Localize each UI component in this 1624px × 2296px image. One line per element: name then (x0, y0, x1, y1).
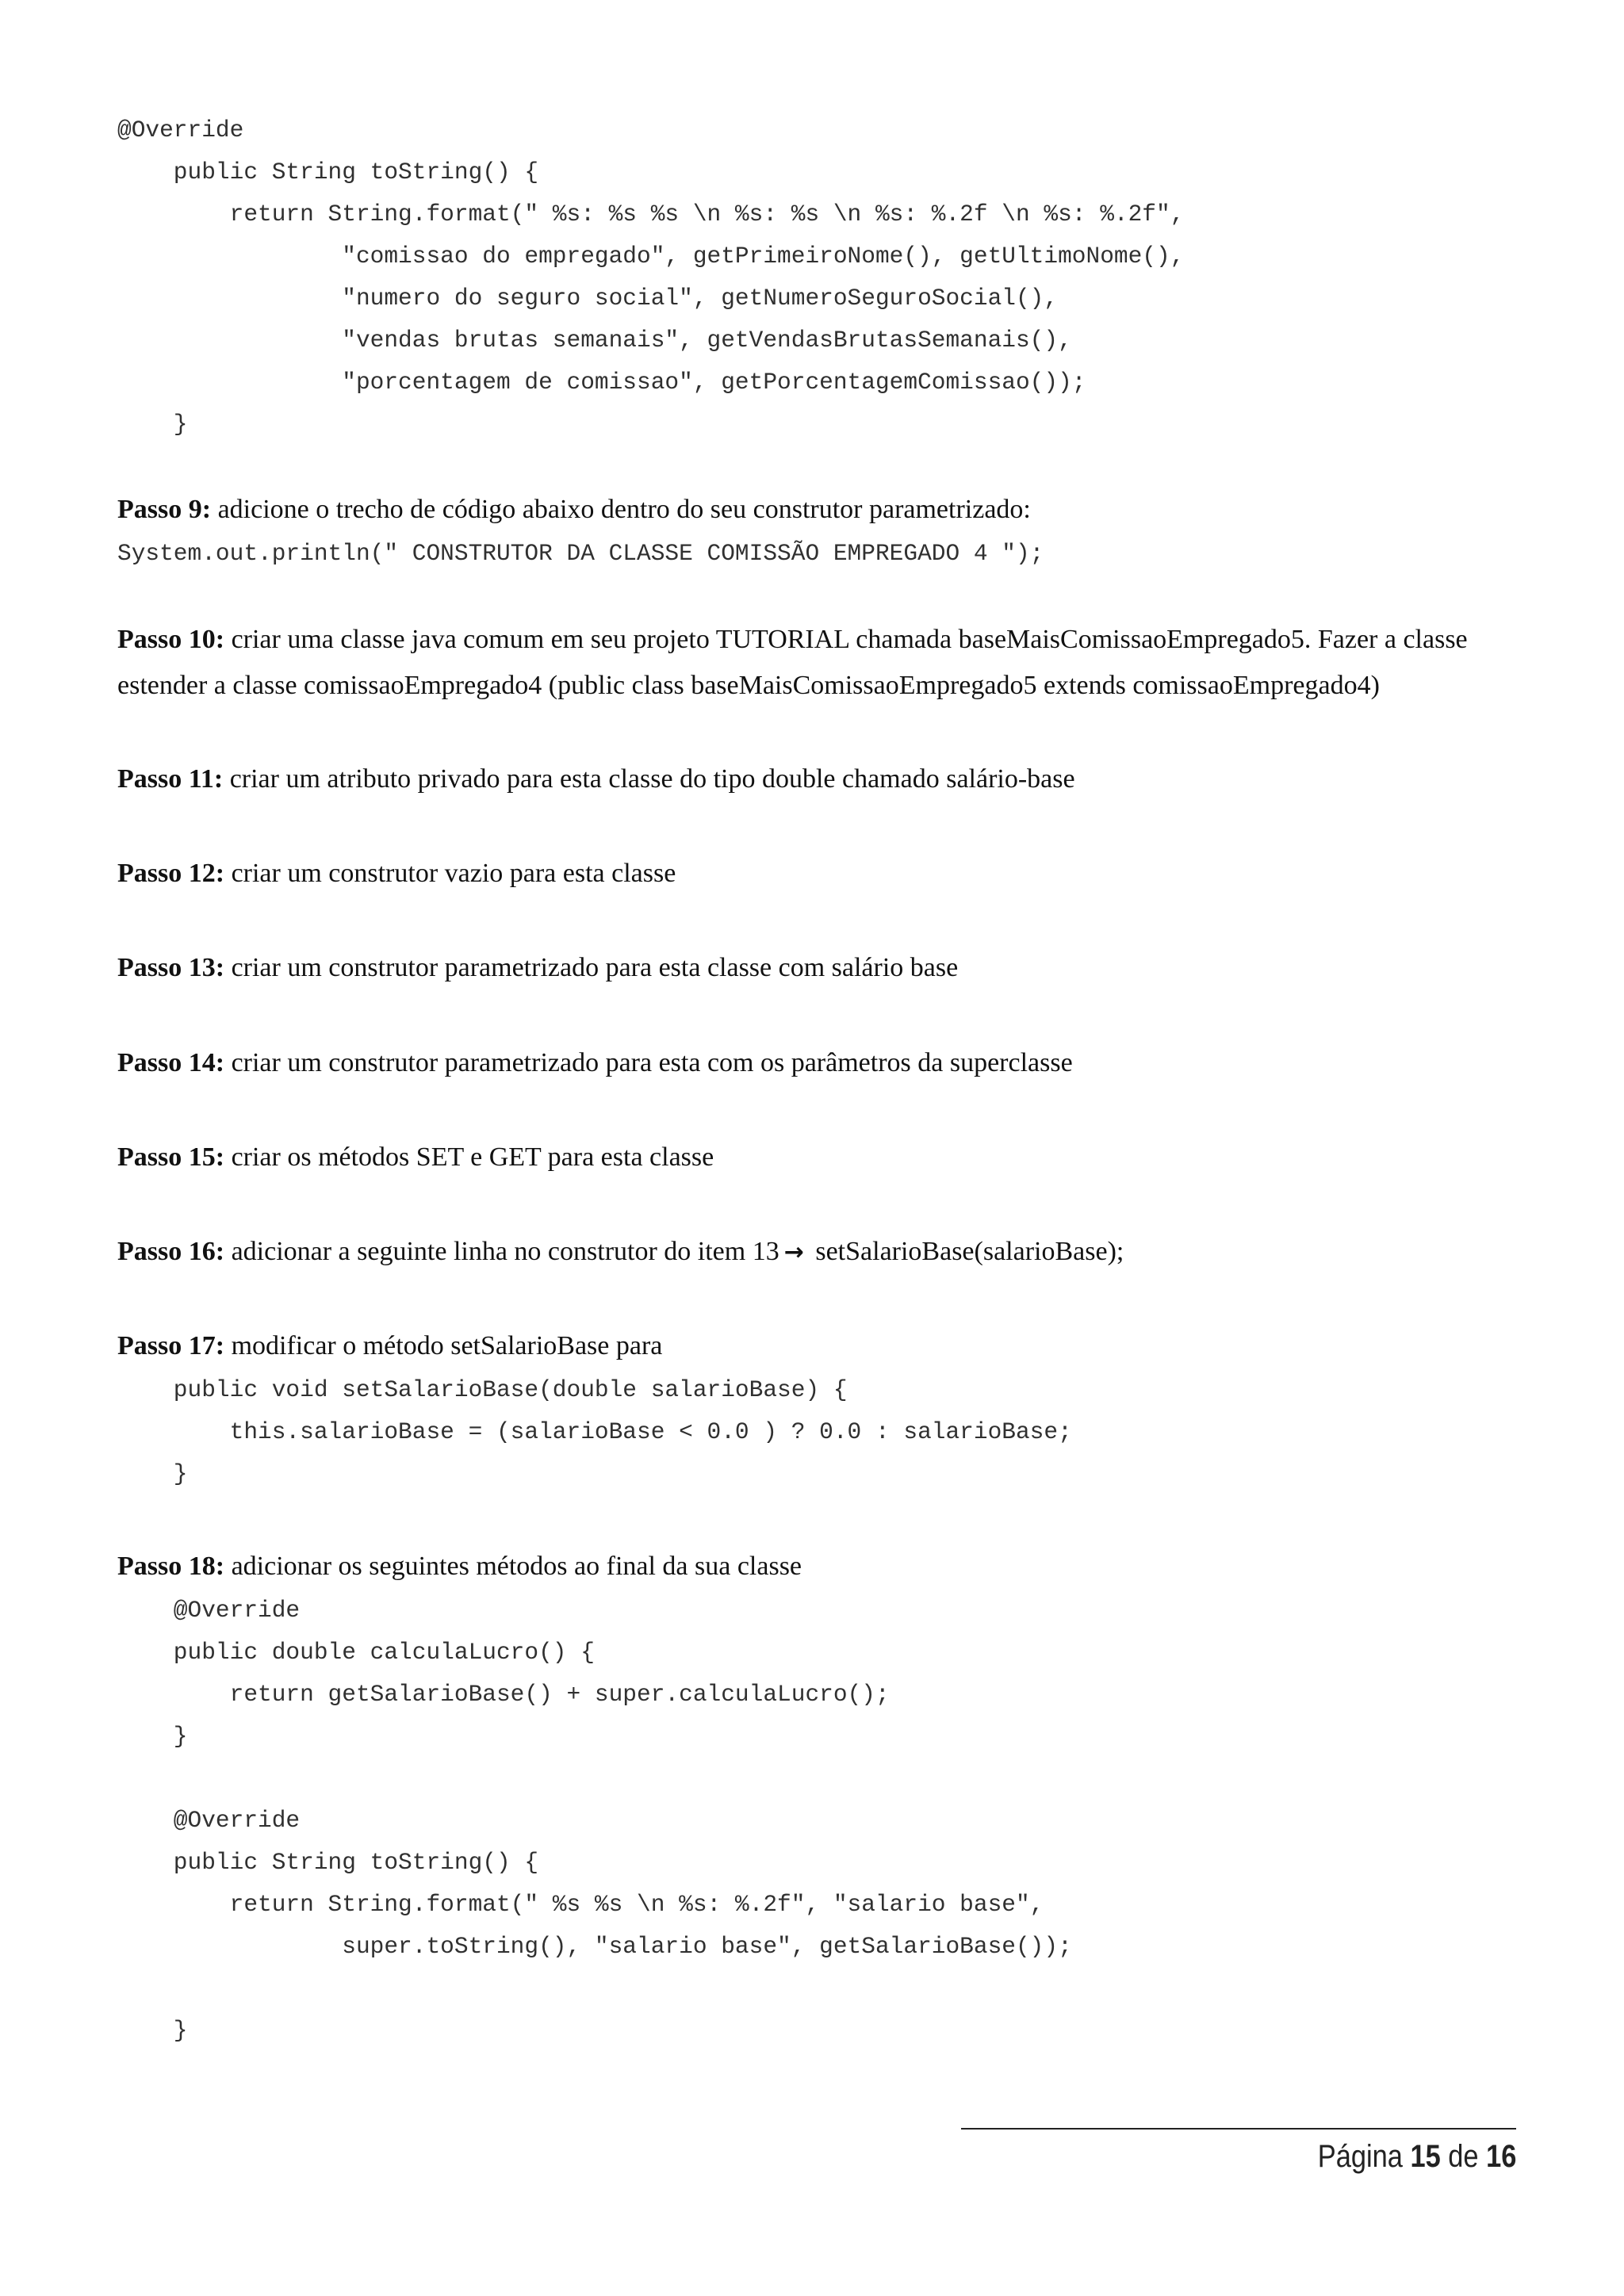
footer-divider (961, 2128, 1516, 2130)
step-text: modificar o método setSalarioBase para (224, 1331, 663, 1360)
code-line: return String.format(" %s %s \n %s: %.2f", "salario base", (117, 1891, 1044, 1918)
step-9 (117, 496, 1031, 523)
step-15 (117, 1144, 714, 1171)
step-text: criar os métodos SET e GET para esta classe (224, 1142, 714, 1172)
step-text: criar um construtor parametrizado para esta com os parâmetros da superclasse (224, 1048, 1073, 1077)
step-label: Passo 16: (117, 1237, 225, 1266)
code-line: "numero do seguro social", getNumeroSeguroSocial(), (117, 285, 1059, 312)
code-line: @Override (117, 1597, 301, 1624)
step-text: adicionar a seguinte linha no construtor do item 13 (224, 1237, 779, 1266)
step-text: adicione o trecho de código abaixo dentro do seu construtor parametrizado: (211, 495, 1031, 524)
code-line: public double calculaLucro() { (117, 1639, 595, 1666)
step-11 (117, 766, 1075, 793)
code-line: @Override (117, 117, 244, 144)
current-page: 15 (1410, 2139, 1441, 2174)
step-text: criar um atributo privado para esta classe do tipo double chamado salário-base (223, 764, 1075, 794)
step-17 (117, 1333, 662, 1360)
code-line: "vendas brutas semanais", getVendasBrutasSemanais(), (117, 327, 1072, 354)
step-12 (117, 860, 676, 887)
total-pages: 16 (1485, 2139, 1516, 2174)
code-line: public String toString() { (117, 1849, 539, 1876)
step-10 (117, 617, 1513, 709)
page-prefix: Página (1317, 2139, 1411, 2174)
code-line: super.toString(), "salario base", getSalarioBase()); (117, 1933, 1072, 1960)
step-label: Passo 11: (117, 764, 224, 794)
step-text: criar uma classe java comum em seu projeto TUTORIAL chamada baseMaisComissaoEmpregado5. Fazer a classe estender a classe comissaoEmpregado4 (public class baseMaisComissaoEmpregado5 extends comissaoEmpregado4) (117, 625, 1468, 700)
step-text: criar um construtor vazio para esta classe (224, 859, 676, 888)
step-text: criar um construtor parametrizado para esta classe com salário base (224, 953, 959, 982)
code-line: public void setSalarioBase(double salarioBase) { (117, 1376, 848, 1403)
code-line: public String toString() { (117, 159, 539, 186)
step-label: Passo 18: (117, 1552, 225, 1581)
step-label: Passo 17: (117, 1331, 225, 1360)
code-line: } (117, 1723, 188, 1750)
step-label: Passo 14: (117, 1048, 225, 1077)
step-text: adicionar os seguintes métodos ao final da sua classe (224, 1552, 802, 1581)
page-middle: de (1440, 2139, 1486, 2174)
code-line: this.salarioBase = (salarioBase < 0.0 ) ? 0.0 : salarioBase; (117, 1418, 1072, 1445)
code-line: } (117, 411, 188, 438)
arrow-right-icon: → (783, 1238, 804, 1266)
step-16 (117, 1238, 1124, 1265)
page-number (1317, 2139, 1516, 2175)
step-13 (117, 955, 958, 982)
step-text-after-arrow: setSalarioBase(salarioBase); (808, 1237, 1124, 1266)
step-label: Passo 10: (117, 625, 225, 654)
code-line: return getSalarioBase() + super.calculaLucro(); (117, 1681, 890, 1708)
step-label: Passo 12: (117, 859, 225, 888)
code-line: } (117, 2017, 188, 2044)
code-line: return String.format(" %s: %s %s \n %s: %s \n %s: %.2f \n %s: %.2f", (117, 201, 1185, 228)
step-label: Passo 13: (117, 953, 225, 982)
code-line: "porcentagem de comissao", getPorcentagemComissao()); (117, 369, 1086, 396)
code-line: } (117, 1460, 188, 1487)
code-line: System.out.println(" CONSTRUTOR DA CLASSE COMISSÃO EMPREGADO 4 "); (117, 540, 1044, 567)
step-14 (117, 1050, 1073, 1077)
step-18 (117, 1553, 802, 1580)
step-label: Passo 15: (117, 1142, 225, 1172)
code-line: "comissao do empregado", getPrimeiroNome(), getUltimoNome(), (117, 243, 1185, 270)
step-label: Passo 9: (117, 495, 212, 524)
code-line: @Override (117, 1807, 301, 1834)
